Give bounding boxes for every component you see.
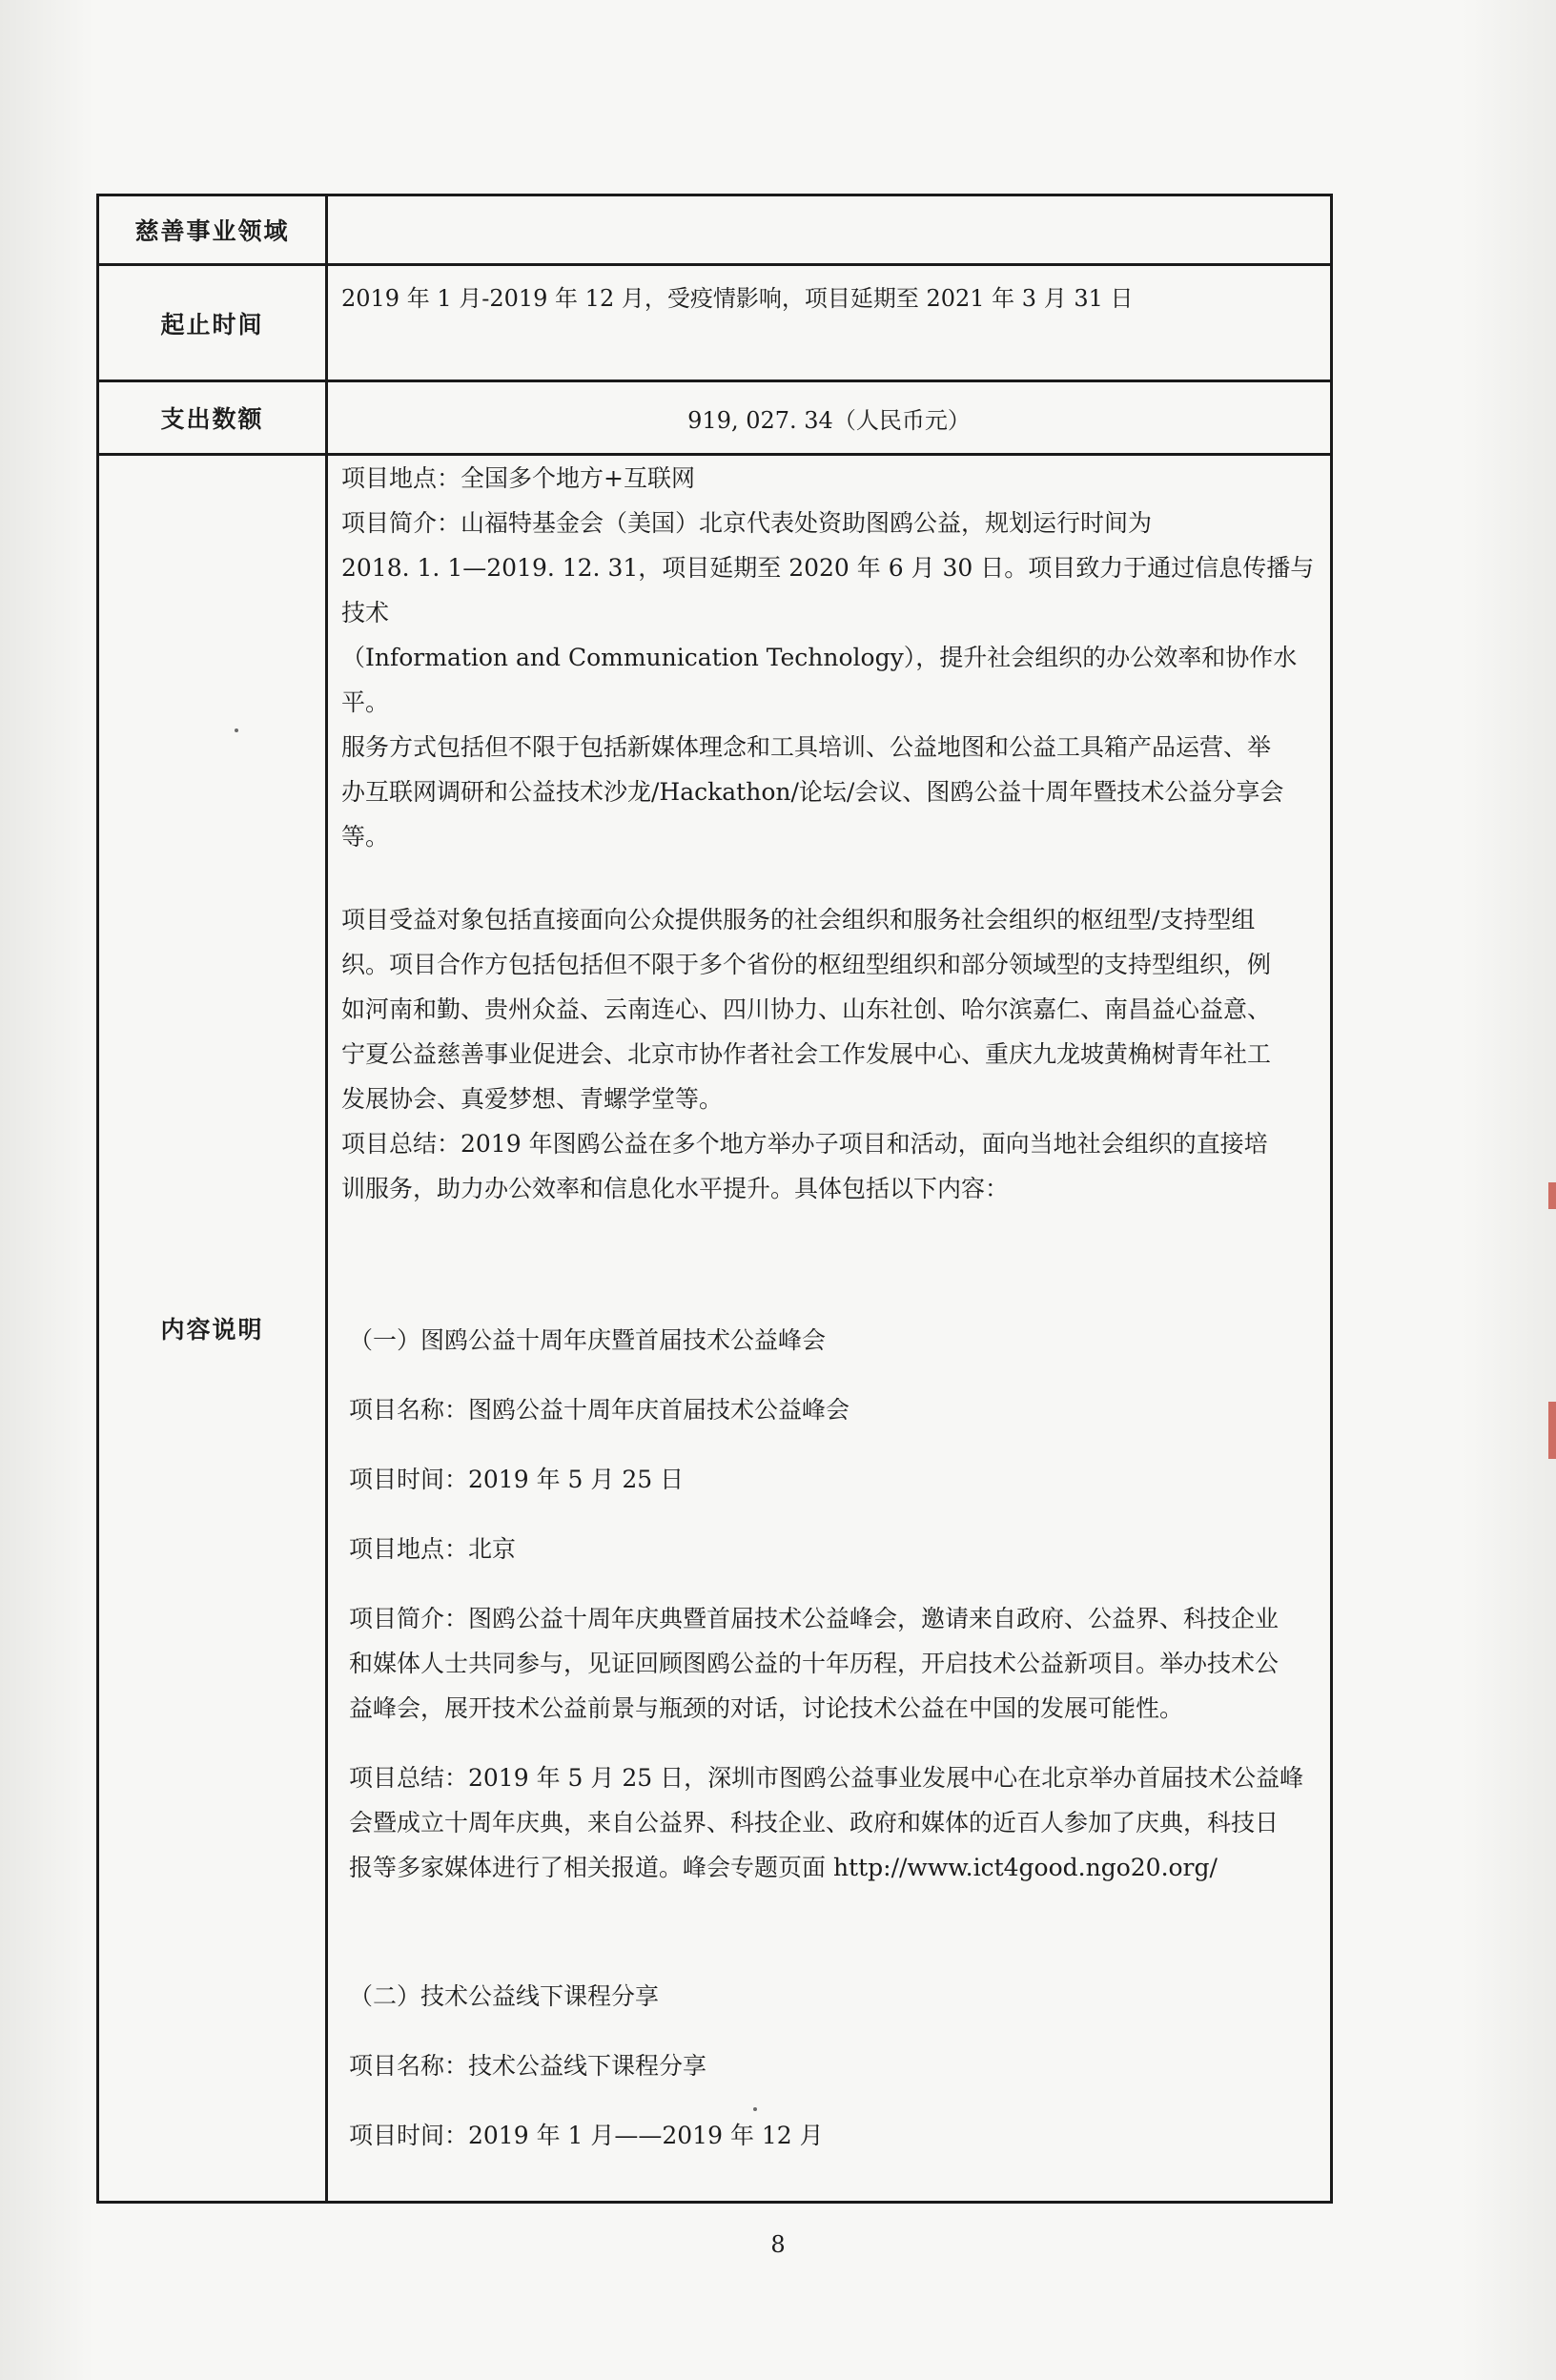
scan-speck — [753, 2107, 757, 2111]
spacer — [341, 2088, 1315, 2113]
content-line: 办互联网调研和公益技术沙龙/Hackathon/论坛/会议、图鸥公益十周年暨技术公益分享会 — [341, 778, 1284, 806]
row-charity-field — [99, 196, 1330, 266]
content-line: 项目受益对象包括直接面向公众提供服务的社会组织和服务社会组织的枢纽型/支持型组 — [341, 906, 1256, 934]
content-line: 项目总结：2019 年 5 月 25 日，深圳市图鸥公益事业发展中心在北京举办首届技术公益峰 — [349, 1764, 1304, 1792]
row-content-description — [99, 456, 1330, 2201]
label-content-description: 内容说明 — [99, 456, 328, 2201]
spacer — [341, 1432, 1315, 1457]
content-line: 2018. 1. 1—2019. 12. 31，项目延期至 2020 年 6 月 30 日。项目致力于通过信息传播与技术 — [341, 554, 1315, 626]
content-line: 宁夏公益慈善事业促进会、北京市协作者社会工作发展中心、重庆九龙坡黄桷树青年社工 — [341, 1040, 1272, 1068]
content-line: 服务方式包括但不限于包括新媒体理念和工具培训、公益地图和公益工具箱产品运营、举 — [341, 733, 1272, 761]
project-info-table — [96, 194, 1333, 2204]
spacer — [341, 1363, 1315, 1387]
content-description-cell — [328, 456, 1330, 2201]
content-line: 报等多家媒体进行了相关报道。峰会专题页面 http://www.ict4good.ngo20.org/ — [349, 1854, 1218, 1881]
content-line: 等。 — [341, 823, 390, 851]
row-expenditure — [99, 382, 1330, 456]
content-line: 如河南和勤、贵州众益、云南连心、四川协力、山东社创、哈尔滨嘉仁、南昌益心益意、 — [341, 995, 1272, 1023]
content-line: 和媒体人士共同参与，见证回顾图鸥公益的十年历程，开启技术公益新项目。举办技术公 — [349, 1650, 1280, 1677]
content-line: 会暨成立十周年庆典，来自公益界、科技企业、政府和媒体的近百人参加了庆典，科技日 — [349, 1809, 1280, 1836]
section-heading-2: （二）技术公益线下课程分享 — [349, 1982, 660, 2010]
content-line: 发展协会、真爱梦想、青螺学堂等。 — [341, 1085, 724, 1113]
spacer — [341, 1890, 1315, 1974]
content-line: 项目地点：北京 — [349, 1535, 517, 1563]
scan-edge-mark — [1548, 1182, 1556, 1209]
content-line: 项目名称：图鸥公益十周年庆首届技术公益峰会 — [349, 1396, 850, 1424]
spacer — [341, 859, 1315, 897]
row-period — [99, 266, 1330, 382]
content-line: 项目时间：2019 年 5 月 25 日 — [349, 1466, 685, 1493]
scan-speck — [235, 728, 238, 732]
label-period: 起止时间 — [99, 266, 328, 380]
content-line: 项目简介：山福特基金会（美国）北京代表处资助图鸥公益，规划运行时间为 — [341, 509, 1153, 537]
spacer — [341, 1211, 1315, 1318]
spacer — [341, 1502, 1315, 1527]
content-line: 织。项目合作方包括包括但不限于多个省份的枢纽型组织和部分领域型的支持型组织，例 — [341, 951, 1272, 978]
content-line: 项目时间：2019 年 1 月——2019 年 12 月 — [349, 2122, 824, 2149]
value-expenditure: 919, 027. 34（人民币元） — [687, 406, 971, 434]
spacer — [341, 1571, 1315, 1596]
content-line: 训服务，助力办公效率和信息化水平提升。具体包括以下内容： — [341, 1175, 1010, 1202]
content-line: 项目简介：图鸥公益十周年庆典暨首届技术公益峰会，邀请来自政府、公益界、科技企业 — [349, 1605, 1280, 1632]
value-period: 2019 年 1 月-2019 年 12 月，受疫情影响，项目延期至 2021 年 3 月 31 日 — [341, 285, 1134, 312]
page-number: 8 — [770, 2231, 786, 2258]
spacer — [341, 2019, 1315, 2043]
content-line: （Information and Communication Technology），提升社会组织的办公效率和协作水平。 — [341, 644, 1298, 716]
section-heading-1: （一）图鸥公益十周年庆暨首届技术公益峰会 — [349, 1326, 827, 1354]
content-line: 益峰会，展开技术公益前景与瓶颈的对话，讨论技术公益在中国的发展可能性。 — [349, 1694, 1184, 1722]
content-line: 项目总结：2019 年图鸥公益在多个地方举办子项目和活动，面向当地社会组织的直接培 — [341, 1130, 1268, 1158]
scan-edge-mark — [1548, 1402, 1556, 1459]
spacer — [341, 1731, 1315, 1755]
label-expenditure: 支出数额 — [99, 382, 328, 453]
label-charity-field: 慈善事业领域 — [99, 196, 328, 263]
content-line: 项目地点：全国多个地方+互联网 — [341, 464, 695, 492]
content-line: 项目名称：技术公益线下课程分享 — [349, 2052, 707, 2080]
value-charity-field — [328, 196, 1330, 263]
